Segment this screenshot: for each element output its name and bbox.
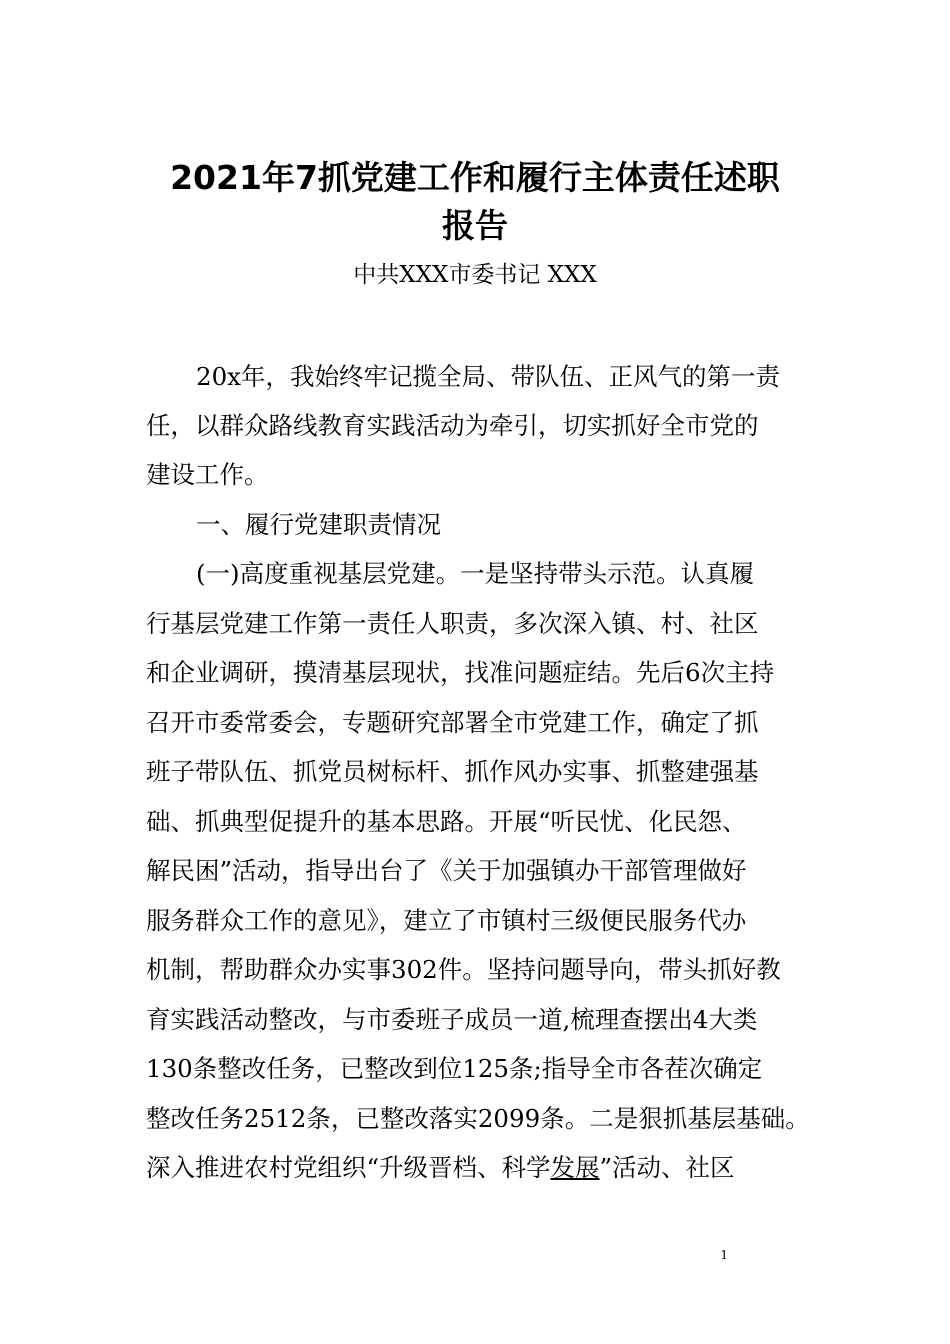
line-13-text-before: 深入推进农村党组织“升级晋档、科学: [146, 1153, 551, 1182]
paragraph-2-line-4: 召开市委常委会，专题研究部署全市党建工作，确定了抓: [146, 708, 759, 737]
document-title-line-2: 报告: [442, 206, 508, 245]
paragraph-2-line-7: 解民困”活动，指导出台了《关于加强镇办干部管理做好: [146, 856, 747, 885]
paragraph-2-line-11: 130条整改任务，已整改到位125条;指导全市各茬次确定: [146, 1054, 763, 1083]
paragraph-2-line-1: (一)高度重视基层党建。一是坚持带头示范。认真履: [196, 559, 755, 588]
author-byline: 中共XXX市委书记 XXX: [353, 262, 597, 288]
paragraph-2-line-10: 育实践活动整改，与市委班子成员一道,梳理查摆出4大类: [146, 1005, 758, 1034]
paragraph-2-line-12: 整改任务2512条，已整改落实2099条。二是狠抓基层基础。: [146, 1104, 810, 1133]
page-number: 1: [720, 1248, 728, 1262]
paragraph-1-line-1: 20x年，我始终牢记揽全局、带队伍、正风气的第一责: [196, 362, 780, 391]
paragraph-1-line-2: 任，以群众路线教育实践活动为牵引，切实抓好全市党的: [146, 411, 759, 440]
underlined-link-text[interactable]: 发展: [550, 1153, 600, 1182]
paragraph-2-line-8: 服务群众工作的意见》，建立了市镇村三级便民服务代办: [146, 906, 747, 935]
paragraph-2-line-6: 础、抓典型促提升的基本思路。开展“听民忧、化民怨、: [146, 807, 747, 836]
section-heading: 一、履行党建职责情况: [196, 510, 441, 539]
paragraph-2-line-9: 机制，帮助群众办实事302件。坚持问题导向，带头抓好教: [146, 955, 781, 984]
line-13-text-after: ”活动、社区: [599, 1153, 735, 1182]
paragraph-2-line-5: 班子带队伍、抓党员树标杆、抓作风办实事、抓整建强基: [146, 757, 759, 786]
paragraph-2-line-13: [146, 1150, 735, 1186]
paragraph-2-line-2: 行基层党建工作第一责任人职责，多次深入镇、村、社区: [146, 609, 759, 638]
paragraph-1-line-3: 建设工作。: [146, 460, 269, 489]
document-title-line-1: 2021年7抓党建工作和履行主体责任述职: [170, 158, 780, 197]
paragraph-2-line-3: 和企业调研，摸清基层现状，找准问题症结。先后6次主持: [146, 658, 775, 687]
